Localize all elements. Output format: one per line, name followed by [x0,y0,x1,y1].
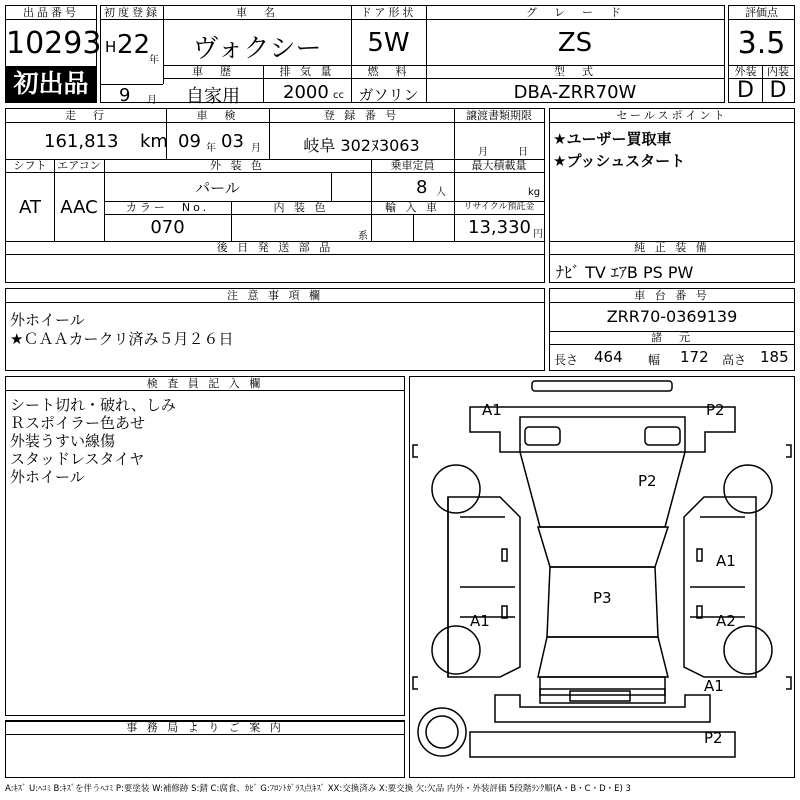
inspector-note-2: Ｒスポイラー色あせ [10,414,146,432]
car-outline [410,377,794,777]
mark-front-right: P2 [706,401,725,419]
notes-label: 注 意 事 項 欄 [6,289,544,303]
mileage: 161,813 [44,131,119,152]
inspection-year-unit: 年 [206,143,216,154]
score-box [728,5,795,103]
door-label: ドア形状 [351,6,426,20]
aircon-label: エアコン [54,159,104,173]
width: 172 [680,348,709,366]
overall-score: 3.5 [737,26,786,61]
plate-number: 岐阜 302ﾇ3063 [303,136,420,155]
exterior-score: D [737,78,754,103]
damage-diagram [409,376,795,778]
car-name-label: 車 名 [163,6,351,20]
yen-unit: 円 [533,229,543,240]
sales-point-1: ★ユーザー買取車 [553,130,672,148]
inspector-label: 検 査 員 記 入 欄 [6,377,404,391]
era: H [105,38,117,56]
color-no-label: カラー No. [104,201,231,215]
inspector-note-4: スタッドレスタイヤ [10,450,145,468]
transfer-doc-label: 譲渡書類期限 [454,109,544,123]
fuel: ガソリン [358,86,419,104]
max-load-label: 最大積載量 [454,159,544,173]
mark-right-front-door: A1 [716,552,736,570]
mark-rear-bumper: P2 [704,729,723,747]
aircon: AAC [60,197,98,218]
history-label: 車 歴 [163,65,263,79]
recycle-label: リサイクル預託金 [454,201,544,215]
fuel-label: 燃 料 [351,65,426,79]
first-reg-label: 初度登録 [101,6,163,20]
inspector-note-1: シート切れ・破れ、しみ [10,396,176,414]
reg-month: 9 [119,85,131,106]
interior-label: 内装 [762,65,794,79]
width-label: 幅 [648,353,661,367]
inspection-month-unit: 月 [251,143,261,154]
doc-day: 日 [518,147,528,158]
length-label: 長さ [554,353,579,367]
exterior-label: 外装 [729,65,762,79]
sales-point-2: ★プッシュスタート [553,152,686,170]
year-unit: 年 [149,55,159,66]
legend: A:ｷｽﾞ U:ﾍｺﾐ B:ｷｽﾞを伴うﾍｺﾐ P:要塗装 W:補修跡 S:錆 C:腐食、ｶﾋﾞ G:ﾌﾛﾝﾄｶﾞﾗｽ点ｷｽﾞ XX:交換済み X:要交換 欠:欠品 内外・外装評価 5段階ﾗﾝｸ順(A・B・C・D・E) 3 [5,784,631,794]
score-label: 評価点 [729,6,794,20]
color-no: 070 [150,217,185,238]
inspector-note-5: 外ホイール [10,468,85,486]
doc-month: 月 [478,147,488,158]
office-box [5,720,405,778]
mark-right-rear-door: A2 [716,612,736,630]
first-listing-badge: 初出品 [6,66,96,102]
inspection-month: 03 [221,131,244,152]
spec-table [5,108,545,283]
capacity-label: 乗車定員 [371,159,454,173]
model-code: DBA-ZRR70W [513,82,637,103]
int-color-label: 内 装 色 [231,201,371,215]
dims-label: 諸 元 [550,331,794,345]
vehicle-info-table [100,5,725,107]
shift-label: シフト [6,159,54,173]
reg-year: 22 [117,30,151,60]
length: 464 [594,348,623,366]
plate-label: 登 録 番 号 [269,109,454,123]
chassis-box [549,288,795,371]
height: 185 [760,348,789,366]
sales-point-label: セールスポイント [550,109,794,123]
sales-point-box [549,108,795,283]
inspector-box [5,376,405,716]
displacement-label: 排 気 量 [263,65,351,79]
note-1: 外ホイール [10,311,85,329]
ext-color-label: 外 装 色 [104,159,371,173]
month-unit: 月 [147,95,157,106]
series-unit: 系 [358,231,368,242]
lot-number: 10293 [6,26,102,61]
genuine-equipment: ﾅﾋﾞ TV ｴｱB PS PW [556,263,694,282]
person-unit: 人 [436,187,446,198]
mark-roof: P3 [593,589,612,607]
genuine-label: 純 正 装 備 [550,241,794,255]
chassis-number: ZRR70-0369139 [606,307,738,326]
mark-right-rear: A1 [704,677,724,695]
recycle-fee: 13,330 [468,217,531,238]
car-name: ヴォクシー [192,34,322,64]
mark-left-rear-door: A1 [470,612,490,630]
chassis-label: 車 台 番 号 [550,289,794,303]
model-code-label: 型 式 [426,65,724,79]
inspection-year: 09 [178,131,201,152]
door-type: 5W [367,28,410,58]
shift: AT [19,197,41,218]
lot-box [5,5,102,103]
notes-box [5,288,545,371]
capacity: 8 [416,177,428,198]
lot-number-label: 出品番号 [6,6,96,20]
inspector-note-3: 外装うすい線傷 [10,432,116,450]
interior-score: D [769,78,787,103]
kg-unit: kg [528,187,541,198]
inspection-label: 車 検 [166,109,269,123]
grade: ZS [557,28,593,58]
km-unit: km [140,131,168,152]
mark-hood: P2 [638,472,657,490]
mark-front-left: A1 [482,401,502,419]
mileage-label: 走 行 [6,109,166,123]
ext-color: パール [195,179,240,197]
note-2: ★ＣＡＡカークリ済み５月２６日 [10,330,234,348]
later-parts-label: 後 日 発 送 部 品 [6,241,544,255]
cc-unit: cc [333,90,344,101]
displacement: 2000 [283,82,329,103]
office-label: 事 務 局 よ り ご 案 内 [6,721,404,735]
import-label: 輸 入 車 [371,201,454,215]
height-label: 高さ [722,353,747,367]
grade-label: グ レ ー ド [426,6,724,20]
history: 自家用 [186,86,240,107]
